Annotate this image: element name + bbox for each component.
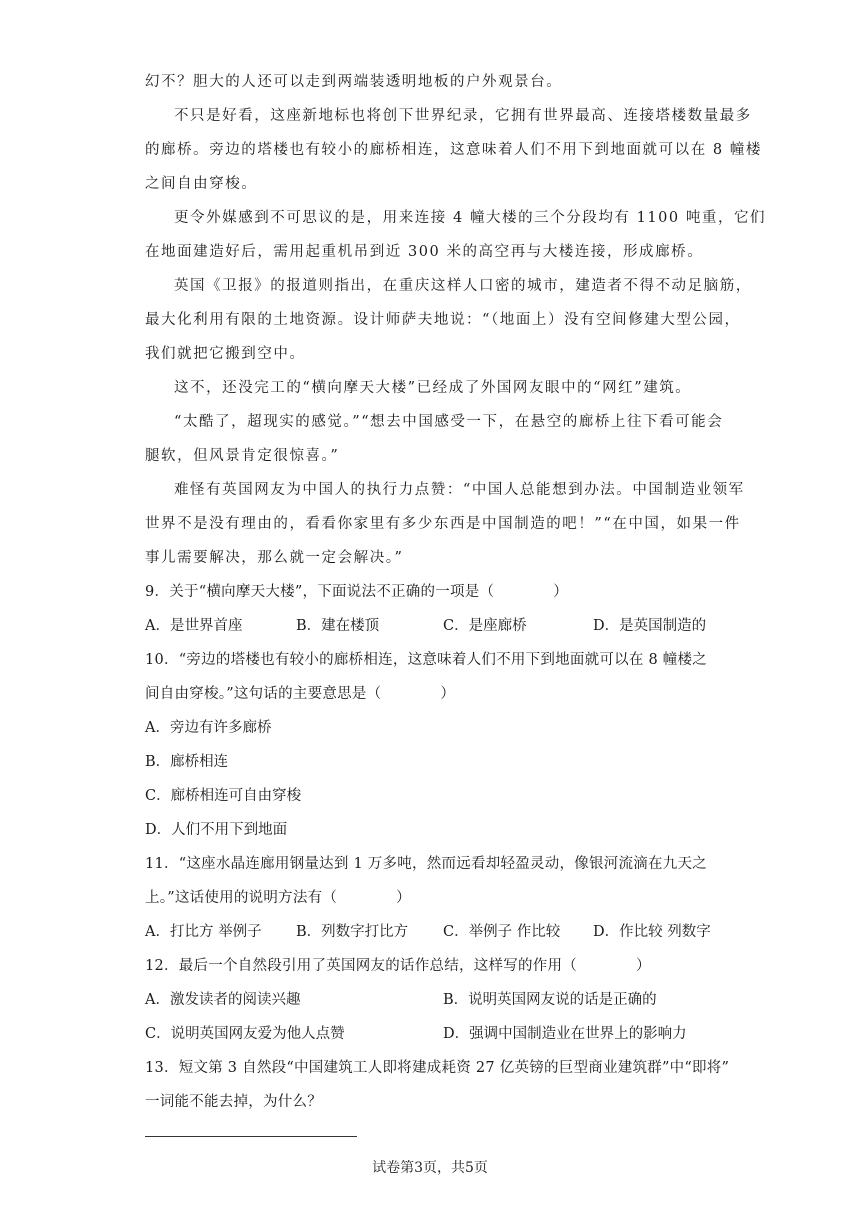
question-10-stem: 间自由穿梭。”这句话的主要意思是（ ）	[145, 686, 456, 702]
q11-option-c: C．举例子 作比较	[443, 924, 561, 940]
passage-line: 事儿需要解决，那么就一定会解决。”	[145, 550, 404, 566]
q12-option-c: C．说明英国网友爱为他人点赞	[145, 1026, 345, 1042]
q12-option-d: D．强调中国制造业在世界上的影响力	[443, 1026, 687, 1042]
question-11-stem: 上。”这话使用的说明方法有（ ）	[145, 890, 411, 906]
passage-line: 英国《卫报》的报道则指出，在重庆这样人口密的城市，建造者不得不动足脑筋，	[174, 278, 752, 294]
passage-line: 在地面建造好后，需用起重机吊到近 300 米的高空再与大楼连接，形成廊桥。	[145, 244, 704, 260]
q10-option-a: A．旁边有许多廊桥	[145, 720, 272, 736]
passage-line: 腿软，但风景肯定很惊喜。”	[145, 448, 340, 464]
passage-line: “太酷了，超现实的感觉。”“想去中国感受一下，在悬空的廊桥上往下看可能会	[174, 414, 724, 430]
question-13-stem: 13．短文第 3 自然段“中国建筑工人即将建成耗资 27 亿英镑的巨型商业建筑群”中“即将”	[145, 1060, 730, 1076]
passage-line: 最大化利用有限的土地资源。设计师萨夫地说：“（地面上）没有空间修建大型公园，	[145, 312, 741, 328]
q9-option-a: A．是世界首座	[145, 618, 243, 634]
passage-line: 世界不是没有理由的，看看你家里有多少东西是中国制造的吧！”“在中国，如果一件	[145, 516, 741, 532]
page-footer: 试卷第3页，共5页	[372, 1160, 488, 1176]
answer-line[interactable]	[145, 1136, 357, 1137]
q12-option-a: A．激发读者的阅读兴趣	[145, 992, 301, 1008]
question-10-stem: 10．“旁边的塔楼也有较小的廊桥相连，这意味着人们不用下到地面就可以在 8 幢楼之	[145, 652, 708, 668]
q12-option-b: B．说明英国网友说的话是正确的	[443, 992, 657, 1008]
q9-option-b: B．建在楼顶	[296, 618, 380, 634]
q11-option-d: D．作比较 列数字	[593, 924, 711, 940]
passage-line: 不只是好看，这座新地标也将创下世界纪录，它拥有世界最高、连接塔楼数量最多	[174, 108, 752, 124]
passage-line: 这不，还没完工的“横向摩天大楼”已经成了外国网友眼中的“网红”建筑。	[174, 380, 692, 396]
q10-option-c: C．廊桥相连可自由穿梭	[145, 788, 302, 804]
q9-option-c: C．是座廊桥	[443, 618, 527, 634]
passage-line: 难怪有英国网友为中国人的执行力点赞：“中国人总能想到办法。中国制造业领军	[174, 482, 745, 498]
passage-line: 我们就把它搬到空中。	[145, 346, 306, 362]
passage-line: 幻不？胆大的人还可以走到两端装透明地板的户外观景台。	[145, 74, 563, 90]
q11-option-b: B．列数字打比方	[296, 924, 409, 940]
q9-option-d: D．是英国制造的	[593, 618, 707, 634]
passage-line: 更令外媒感到不可思议的是，用来连接 4 幢大楼的三个分段均有 1100 吨重，它们	[174, 210, 767, 226]
question-12-stem: 12．最后一个自然段引用了英国网友的话作总结，这样写的作用（ ）	[145, 958, 651, 974]
passage-line: 之间自由穿梭。	[145, 176, 258, 192]
question-11-stem: 11．“这座水晶连廊用钢量达到 1 万多吨，然而远看却轻盈灵动，像银河流滴在九天之	[145, 856, 708, 872]
q11-option-a: A．打比方 举例子	[145, 924, 262, 940]
q10-option-d: D．人们不用下到地面	[145, 822, 288, 838]
question-13-stem: 一词能不能去掉，为什么？	[145, 1094, 322, 1110]
passage-line: 的廊桥。旁边的塔楼也有较小的廊桥相连，这意味着人们不用下到地面就可以在 8 幢楼	[145, 142, 762, 158]
q10-option-b: B．廊桥相连	[145, 754, 229, 770]
question-9-stem: 9．关于“横向摩天大楼”，下面说法不正确的一项是（ ）	[145, 584, 569, 600]
